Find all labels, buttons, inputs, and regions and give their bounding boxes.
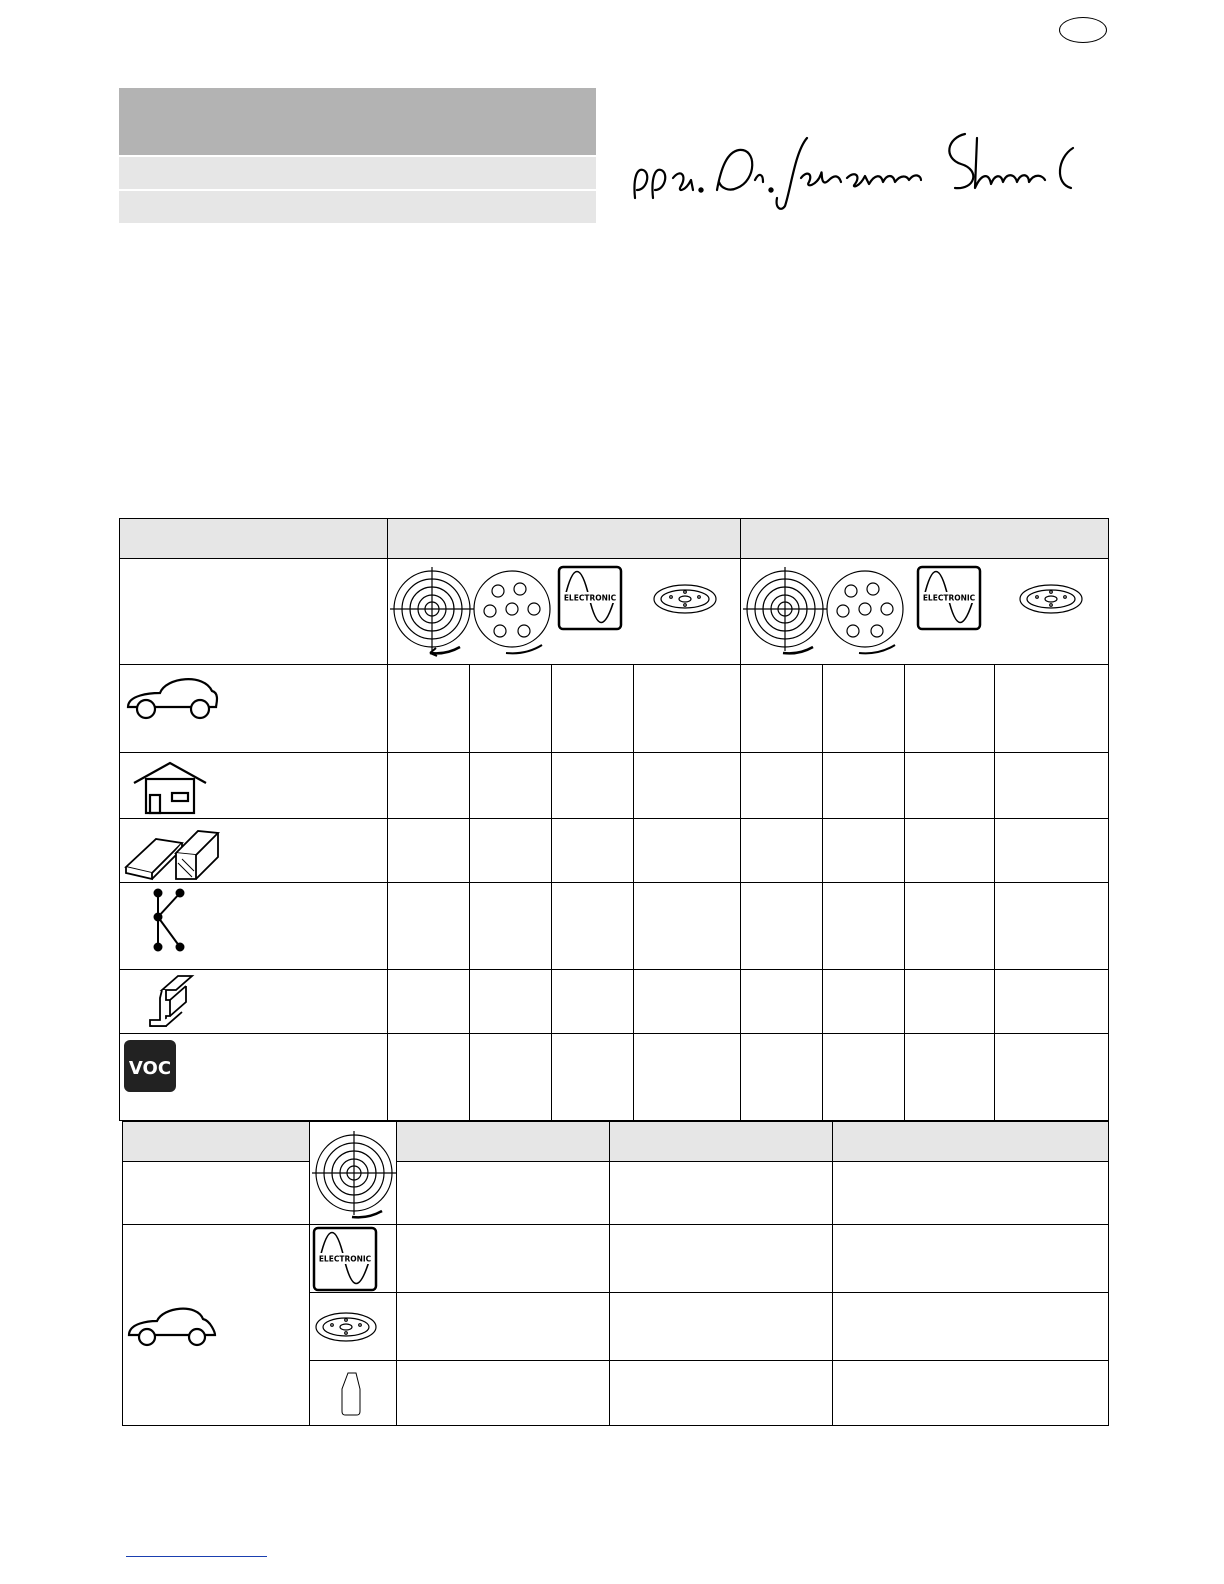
electronic-icon <box>918 567 980 629</box>
table-cell <box>833 1361 1109 1426</box>
table-cell <box>552 970 634 1034</box>
table-cell <box>995 819 1109 883</box>
table-cell <box>823 665 905 753</box>
table-cell <box>634 819 741 883</box>
molecule-icon <box>155 890 184 951</box>
table-cell <box>905 665 995 753</box>
table-cell <box>610 1293 833 1361</box>
table-cell <box>552 1034 634 1121</box>
table-cell <box>741 753 823 819</box>
car-icon <box>129 1309 215 1345</box>
electronic-icon <box>559 567 621 629</box>
sanding-pad-icon <box>316 1313 376 1341</box>
table-cell <box>552 883 634 970</box>
table-cell <box>397 1361 610 1426</box>
table-cell <box>905 753 995 819</box>
table-header-cell <box>120 519 388 559</box>
row-icon-cell <box>120 819 388 883</box>
table-cell <box>995 753 1109 819</box>
table-cell <box>610 1361 833 1426</box>
table-cell <box>905 819 995 883</box>
sanding-pad-icon <box>1020 585 1082 613</box>
table-header-cell <box>388 519 741 559</box>
row-icon-cell <box>120 665 388 753</box>
table-cell <box>823 1034 905 1121</box>
technical-data-box <box>119 88 596 223</box>
table-cell <box>397 1293 610 1361</box>
table-cell <box>470 665 552 753</box>
table-cell <box>397 1225 610 1293</box>
table-cell <box>741 1034 823 1121</box>
wood-icon <box>126 831 218 879</box>
recommendation-table <box>122 1121 1109 1426</box>
table-cell <box>470 753 552 819</box>
table-cell <box>388 1034 470 1121</box>
row-icon-cell <box>120 1034 388 1121</box>
voc-icon <box>124 1040 176 1092</box>
table-cell <box>905 1034 995 1121</box>
table-cell <box>823 753 905 819</box>
table-cell <box>470 819 552 883</box>
row-icon-cell <box>120 883 388 970</box>
icon-group <box>741 559 1109 665</box>
table-cell <box>741 665 823 753</box>
table-cell <box>552 753 634 819</box>
table-cell <box>388 970 470 1034</box>
technical-data-row <box>119 157 596 189</box>
table-cell <box>741 970 823 1034</box>
icon-group <box>388 559 741 665</box>
steel-beam-icon <box>150 976 192 1026</box>
row-icon-cell <box>123 1225 310 1426</box>
table-header-cell <box>833 1122 1109 1162</box>
sanding-pad-icon <box>654 585 716 613</box>
table-cell <box>634 970 741 1034</box>
random-orbit-icon <box>827 571 903 653</box>
table-cell <box>388 753 470 819</box>
svg-text:VOC: VOC <box>128 1058 172 1079</box>
table-cell <box>833 1293 1109 1361</box>
table-cell <box>995 665 1109 753</box>
table-header-cell <box>610 1122 833 1162</box>
table-cell <box>634 665 741 753</box>
table-cell <box>833 1225 1109 1293</box>
table-cell <box>905 970 995 1034</box>
electronic-icon <box>314 1228 376 1290</box>
table-cell <box>552 819 634 883</box>
table-cell <box>823 819 905 883</box>
polish-bottle-icon <box>342 1373 360 1415</box>
svg-text:ELECTRONIC: ELECTRONIC <box>318 1254 372 1264</box>
table-cell <box>995 1034 1109 1121</box>
row-icon-cell <box>310 1225 397 1293</box>
table-cell <box>397 1162 610 1225</box>
table-cell <box>995 970 1109 1034</box>
row-icon-cell <box>310 1361 397 1426</box>
footer-link-underline[interactable] <box>126 1556 267 1557</box>
signature <box>625 118 1095 210</box>
row-icon-cell <box>120 753 388 819</box>
table-cell <box>120 559 388 665</box>
table-cell <box>610 1162 833 1225</box>
table-cell <box>823 970 905 1034</box>
table-cell <box>741 883 823 970</box>
technical-data-header <box>119 88 596 155</box>
svg-text:ELECTRONIC: ELECTRONIC <box>563 593 617 603</box>
row-icon-cell <box>120 970 388 1034</box>
compatibility-table <box>119 518 1109 1121</box>
table-cell <box>470 883 552 970</box>
language-badge <box>1059 17 1107 43</box>
row-icon-cell <box>310 1293 397 1361</box>
row-icon-cell <box>310 1122 397 1225</box>
table-cell <box>470 970 552 1034</box>
table-cell <box>610 1225 833 1293</box>
table-cell <box>634 1034 741 1121</box>
table-cell <box>552 665 634 753</box>
technical-data-row <box>119 191 596 223</box>
table-cell <box>388 819 470 883</box>
table-cell <box>388 883 470 970</box>
table-cell <box>823 883 905 970</box>
rotary-pattern-icon <box>390 567 474 656</box>
table-cell <box>634 753 741 819</box>
table-cell <box>123 1162 310 1225</box>
table-header-cell <box>741 519 1109 559</box>
table-cell <box>388 665 470 753</box>
table-cell <box>833 1162 1109 1225</box>
rotary-pattern-icon <box>312 1131 396 1217</box>
car-icon <box>128 679 217 718</box>
table-cell <box>634 883 741 970</box>
random-orbit-icon <box>474 571 550 653</box>
table-cell <box>470 1034 552 1121</box>
table-cell <box>741 819 823 883</box>
table-header-cell <box>397 1122 610 1162</box>
svg-text:ELECTRONIC: ELECTRONIC <box>922 593 976 603</box>
table-header-cell <box>123 1122 310 1162</box>
table-cell <box>995 883 1109 970</box>
house-icon <box>134 763 206 813</box>
table-cell <box>905 883 995 970</box>
rotary-pattern-icon <box>743 567 827 653</box>
